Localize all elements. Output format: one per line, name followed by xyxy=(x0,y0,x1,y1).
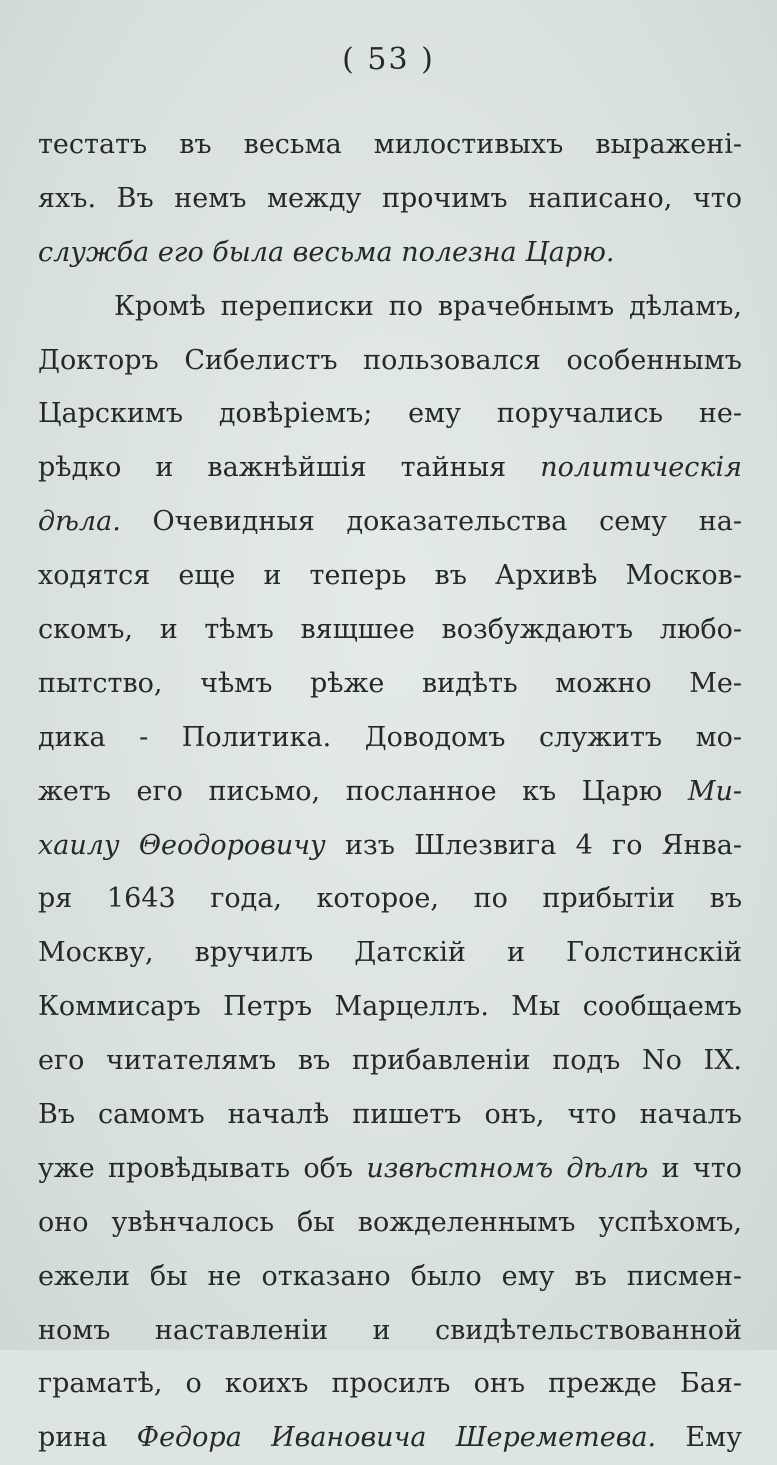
text-segment: тестатъ въ весьма милостивыхъ выражені- xyxy=(38,129,742,160)
text-segment: пытство, чѣмъ рѣже видѣть можно Ме- xyxy=(38,667,742,699)
text-segment: Коммисаръ Петръ Марцеллъ. Мы сообщаемъ xyxy=(38,991,742,1023)
italic-text: служба его была весьма полезна Царю. xyxy=(38,236,615,268)
text-line xyxy=(38,1250,742,1304)
text-line xyxy=(38,280,742,334)
text-line xyxy=(38,1411,742,1465)
text-line xyxy=(38,226,742,280)
text-segment: скомъ, и тѣмъ вящшее возбуждаютъ любо- xyxy=(38,614,742,646)
text-segment: граматѣ, о коихъ просилъ онъ прежде Бая- xyxy=(38,1368,742,1400)
text-segment: Ему xyxy=(656,1422,742,1454)
text-line xyxy=(38,1034,742,1088)
text-line xyxy=(38,657,742,711)
text-segment: номъ наставленіи и свидѣтельствованной xyxy=(38,1314,742,1346)
text-segment: Очевидныя доказательства сему на- xyxy=(120,506,742,538)
text-line xyxy=(38,1357,742,1411)
text-segment: уже провѣдывать объ xyxy=(38,1152,367,1184)
text-line xyxy=(38,1142,742,1196)
text-line xyxy=(38,926,742,980)
text-segment: ежели бы не отказано было ему въ писмен- xyxy=(38,1260,742,1292)
text-segment: Москву, вручилъ Датскій и Голстинскій xyxy=(38,937,742,969)
italic-text: Федора Ивановича Шереметева. xyxy=(136,1422,657,1454)
text-segment: оно увѣнчалось бы вожделеннымъ успѣхомъ, xyxy=(38,1206,742,1238)
text-segment: жетъ его письмо, посланное къ Царю xyxy=(38,775,688,807)
italic-text: извѣстномъ дѣлѣ xyxy=(366,1152,649,1184)
text-segment: ходятся еще и теперь въ Архивѣ Москов- xyxy=(38,560,742,592)
body-text xyxy=(38,118,742,1465)
text-line xyxy=(38,872,742,926)
text-line xyxy=(38,441,742,495)
text-segment: Въ самомъ началѣ пишетъ онъ, что началъ xyxy=(38,1099,742,1131)
text-segment: изъ Шлезвига 4 го Янва- xyxy=(325,829,742,861)
text-line xyxy=(38,118,742,172)
text-line xyxy=(38,1196,742,1250)
text-line xyxy=(38,172,742,226)
text-line xyxy=(38,495,742,549)
text-line xyxy=(38,1088,742,1142)
text-line xyxy=(38,711,742,765)
text-segment: его читателямъ въ прибавленіи подъ No IX. xyxy=(38,1045,742,1077)
italic-text: хаилу Θеодоровичу xyxy=(38,829,326,861)
text-line xyxy=(38,765,742,819)
text-line xyxy=(38,1304,742,1358)
text-segment: Докторъ Сибелистъ пользовался особеннымъ xyxy=(38,344,742,376)
text-line xyxy=(38,334,742,388)
text-segment: и что xyxy=(648,1152,742,1184)
italic-text: дѣла. xyxy=(38,506,121,538)
text-line xyxy=(38,980,742,1034)
text-segment: Кромѣ переписки по врачебнымъ дѣламъ, xyxy=(114,290,742,322)
text-segment: дика - Политика. Доводомъ служитъ мо- xyxy=(38,721,742,753)
text-line xyxy=(38,549,742,603)
text-segment: Царскимъ довѣріемъ; ему поручались не- xyxy=(38,398,742,430)
italic-text: Ми- xyxy=(687,775,742,807)
text-segment: яхъ. Въ немъ между прочимъ написано, что xyxy=(38,182,742,214)
italic-text: политическія xyxy=(540,452,742,484)
page-number: ( 53 ) xyxy=(342,42,435,77)
text-segment: ря 1643 года, которое, по прибытіи въ xyxy=(38,883,742,915)
text-line xyxy=(38,387,742,441)
text-line xyxy=(38,603,742,657)
text-segment: рѣдко и важнѣйшія тайныя xyxy=(38,452,541,484)
text-segment: рина xyxy=(38,1422,137,1454)
text-line xyxy=(38,819,742,873)
